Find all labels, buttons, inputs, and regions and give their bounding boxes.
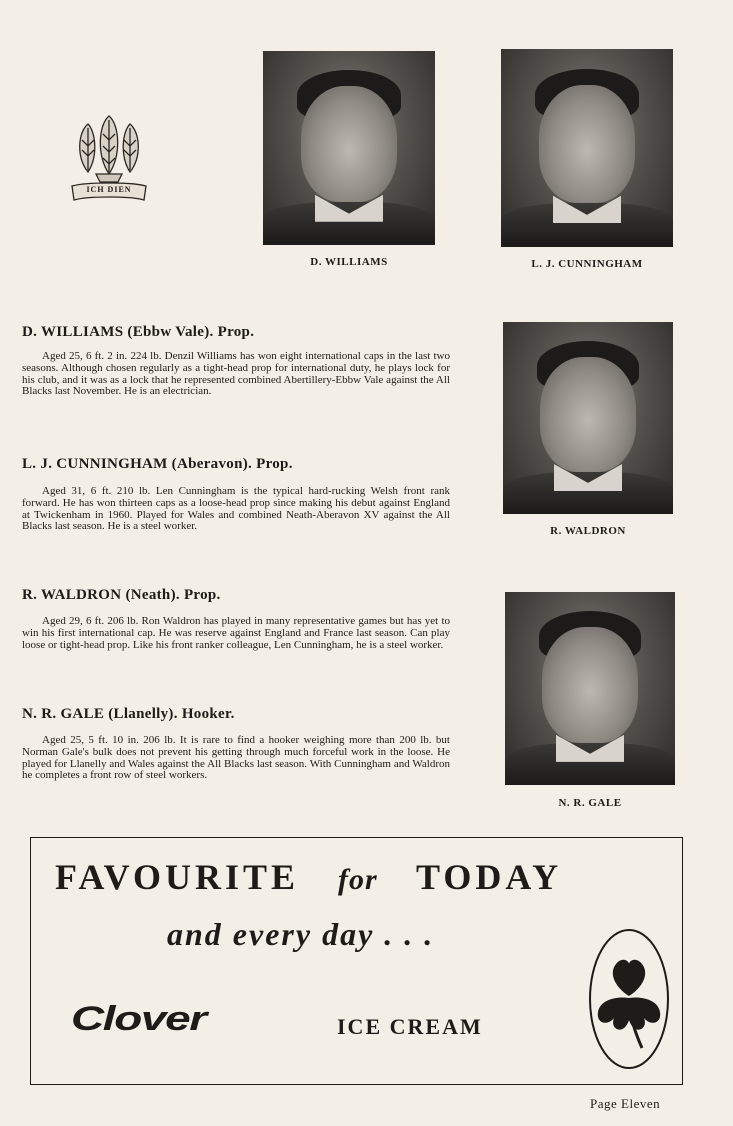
crest-motto: ICH DIEN — [86, 185, 132, 194]
bio-r-waldron: Aged 29, 6 ft. 206 lb. Ron Waldron has played in many representative games but has yet to win his first international cap. He was reserve against England and France last season. Can play loose or tight-head prop. Like his front ranker colleague, Len Cunningham, he is a steel worker. — [22, 615, 450, 651]
photo-n-r-gale — [505, 592, 675, 785]
advertisement-box — [30, 837, 683, 1085]
ad-brand-clover: Clover — [71, 1000, 206, 1038]
caption-l-j-cunningham: L. J. CUNNINGHAM — [531, 258, 643, 270]
bio-l-j-cunningham: Aged 31, 6 ft. 210 lb. Len Cunningham is the typical hard-rucking Welsh front rank forward. He has won thirteen caps as a loose-head prop since making his debut against England at Twickenham in 1960. Played for Wales and combined Neath-Aberavon XV against the All Blacks last season. He is a steel worker. — [22, 485, 450, 533]
caption-d-williams: D. WILLIAMS — [310, 256, 388, 268]
caption-n-r-gale: N. R. GALE — [558, 797, 622, 809]
feathers-icon — [66, 112, 152, 212]
heading-r-waldron: R. WALDRON (Neath). Prop. — [22, 587, 221, 603]
ad-for: for — [337, 863, 378, 896]
ad-favourite: FAVOURITE — [55, 857, 299, 897]
heading-n-r-gale: N. R. GALE (Llanelly). Hooker. — [22, 706, 235, 722]
ad-today: TODAY — [416, 857, 563, 897]
photo-r-waldron — [503, 322, 673, 514]
bio-d-williams: Aged 25, 6 ft. 2 in. 224 lb. Denzil Williams has won eight international caps in the last two seasons. Although chosen regularly as a tight-head prop for international duty, he plays lock for his club, and it was as a lock that he represented combined Abertillery-Ebbw Vale against the All Blacks last November. He is an electrician. — [22, 350, 450, 398]
ad-headline — [55, 856, 665, 898]
page-number: Page Eleven — [590, 1096, 661, 1111]
bio-n-r-gale: Aged 25, 5 ft. 10 in. 206 lb. It is rare to find a hooker weighing more than 200 lb. but Norman Gale's bulk does not prevent his getting through much forceful work in the loose. He played for Llanelly and Wales against the All Blacks last season. With Cunningham and Waldron he completes a front row of steel workers. — [22, 734, 450, 782]
heading-d-williams: D. WILLIAMS (Ebbw Vale). Prop. — [22, 324, 255, 340]
clover-logo — [586, 926, 672, 1072]
heading-l-j-cunningham: L. J. CUNNINGHAM (Aberavon). Prop. — [22, 456, 293, 472]
photo-d-williams — [263, 51, 435, 245]
shamrock-icon — [586, 926, 672, 1072]
caption-r-waldron: R. WALDRON — [550, 525, 626, 537]
photo-l-j-cunningham — [501, 49, 673, 247]
ad-product: ICE CREAM — [337, 1014, 483, 1039]
ad-tagline: and every day . . . — [167, 916, 435, 952]
prince-of-wales-crest — [66, 112, 152, 212]
